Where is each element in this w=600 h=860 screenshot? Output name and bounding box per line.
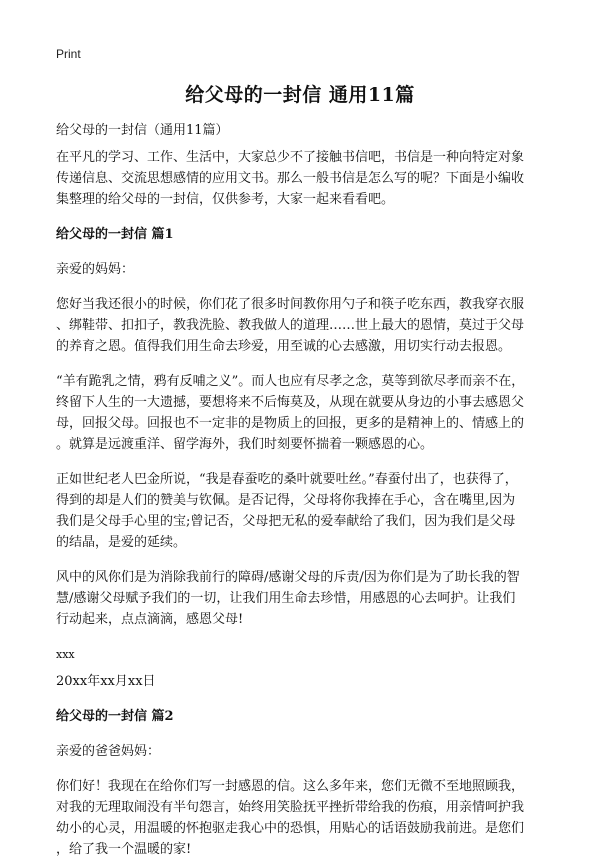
letter1-paragraph-2 (56, 371, 550, 455)
letter1-paragraph-4 (56, 567, 550, 630)
letter1-greeting: 亲爱的妈妈： (56, 262, 135, 277)
paragraph-line: 风中的风你们是为消除我前行的障碍/感谢父母的斥责/因为你们是为了助长我的智 (56, 570, 520, 585)
paragraph-line: 行动起来，点点滴滴，感恩父母! (56, 612, 244, 627)
paragraph-line: 幼小的心灵，用温暖的怀抱驱走我心中的恐惧，用贴心的话语鼓励我前进。是您们 (56, 821, 525, 836)
letter1-date: 20xx年xx月xx日 (56, 674, 156, 689)
paragraph-line: 母，回报父母。回报也不一定非的是物质上的回报，更多的是精神上的、情感上的 (56, 416, 525, 431)
paragraph-line: 。就算是远渡重洋、留学海外，我们时刻要怀揣着一颗感恩的心。 (56, 437, 434, 452)
paragraph-line: 对我的无理取闹没有半句怨言，始终用笑脸抚平挫折带给我的伤痕，用亲情呵护我 (56, 800, 525, 815)
letter1-signature: xxx (56, 648, 75, 661)
paragraph-line: 你们好！我现在在给你们写一封感恩的信。这么多年来，您们无微不至地照顾我， (56, 779, 525, 794)
document-body (56, 120, 550, 860)
paragraph-line: 您好当我还很小的时候，你们花了很多时间教你用勺子和筷子吃东西，教我穿衣服 (56, 297, 525, 312)
paragraph-line: 慧/感谢父母赋予我们的一切，让我们用生命去珍惜，用感恩的心去呵护。让我们 (56, 591, 516, 606)
letter2-paragraph-1 (56, 776, 550, 860)
letter1-paragraph-1 (56, 294, 550, 357)
paragraph-line: 正如世纪老人巴金所说，“我是春蚕吃的桑叶就要吐丝。”春蚕付出了，也获得了， (56, 472, 518, 487)
paragraph-line: ，给了我一个温暖的家! (56, 842, 192, 857)
document-subtitle: 给父母的一封信（通用11篇） (56, 123, 229, 138)
paragraph-line: “羊有跪乳之情，鸦有反哺之义”。而人也应有尽孝之念，莫等到欲尽孝而亲不在， (56, 374, 525, 389)
letter2-heading: 给父母的一封信 篇2 (56, 709, 174, 724)
intro-line: 在平凡的学习、工作、生活中，大家总少不了接触书信吧，书信是一种向特定对象 (56, 150, 525, 165)
paragraph-line: 终留下人生的一大遗撼，要想将来不后悔莫及，从现在就要从身边的小事去感恩父 (56, 395, 525, 410)
intro-paragraph (56, 147, 550, 210)
document-title: 给父母的一封信 通用11篇 (185, 84, 415, 106)
paragraph-line: 的养育之恩。值得我们用生命去珍爱，用至诚的心去感激，用切实行动去报恩。 (56, 339, 512, 354)
intro-line: 集整理的给父母的一封信，仅供参考，大家一起来看看吧。 (56, 192, 395, 207)
paragraph-line: 得到的却是人们的赞美与钦佩。是否记得，父母将你我捧在手心，含在嘴里,因为 (56, 493, 516, 508)
letter1-paragraph-3 (56, 469, 550, 553)
paragraph-line: 的结晶，是爱的延续。 (56, 535, 187, 550)
letter1-heading: 给父母的一封信 篇1 (56, 227, 174, 242)
letter2-greeting: 亲爱的爸爸妈妈： (56, 744, 161, 759)
print-label[interactable]: Print (56, 47, 81, 61)
paragraph-line: 、绑鞋带、扣扣子，教我洗脸、教我做人的道理……世上最大的恩情，莫过于父母 (56, 318, 525, 333)
paragraph-line: 我们是父母手心里的宝;曾记否，父母把无私的爱奉献给了我们，因为我们是父母 (56, 514, 516, 529)
intro-line: 传递信息、交流思想感情的应用文书。那么一般书信是怎么写的呢？下面是小编收 (56, 171, 525, 186)
